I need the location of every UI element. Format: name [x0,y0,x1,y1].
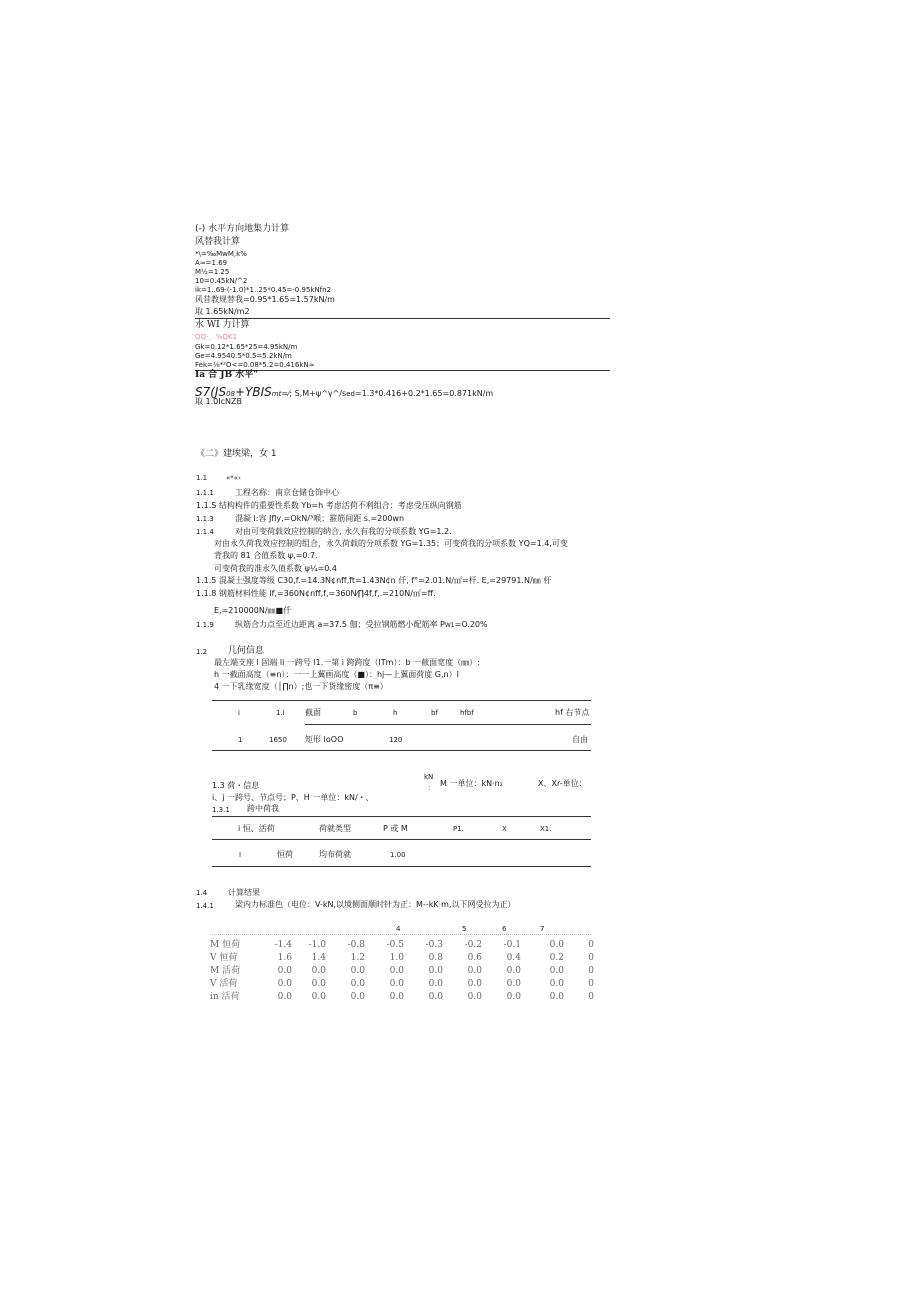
formula-part-4: =⁄; S,M+ψ^γ^/s [281,389,347,398]
x-unit: X、Xr-单位： [538,779,587,788]
results-row-label: M 恒荷 [210,940,241,950]
results-cell: 0.4 [506,953,521,963]
results-row-label: in 活荷 [210,992,240,1002]
para-1: 对由永久荷我效应控制的组合，永久荷载的分项系数 YG=1.35；可变荷我的分项系数 YQ=1.4,可变 [214,539,568,548]
results-cell: 0.0 [277,979,292,989]
formula-sub-3: ed [346,390,355,398]
item-114-text: 对由可变荷载效应控制的纳合, 永久有我的分项系数 YG=1.2. [235,527,452,536]
geometry-table-top-rule [212,700,591,701]
wind-heading: 风替我计算 [195,237,241,247]
results-cell: 0.0 [506,966,521,976]
results-cell: -0.1 [503,940,521,950]
para-2: 背我的 81 合值系数 ψ,=0.7. [214,551,318,560]
results-cell: -1.0 [308,940,326,950]
geometry-desc-3: 4 一下乳缘宽度（│∏n）;也一下货缘密度（π≡） [214,682,388,691]
results-cell: 0 [588,979,594,989]
para-3: 可变荷我的准永久值系数 ψ¼=0.4 [214,564,337,573]
res-h-5: 5 [462,925,467,933]
results-cell: -0.8 [347,940,365,950]
section-a-title: (-) 水平方向地集力计算 [195,224,290,234]
results-cell: 0.0 [549,940,564,950]
water-line-2: Ge=4.9540.5*0.5=5.2kN/m [195,352,292,360]
item-114-num: 1.1.4 [196,528,214,536]
results-row [0,979,920,992]
results-cell: 0 [588,953,594,963]
wind-line-1: *\=‰MwM,k% [195,250,247,258]
load-h-kind: 荷就类型 [319,824,351,833]
geometry-table-bottom-rule [212,750,591,751]
item-11s [196,501,462,511]
geometry-num: 1.2 [196,648,208,656]
results-cell: -1.4 [274,940,292,950]
results-row [0,953,920,966]
es-value: E,=210000N/㎜■仟 [214,606,292,615]
results-cell: 0 [588,966,594,976]
formula-result: =1.3*0.416+0.2*1.65=0.871kN/m [354,389,494,398]
results-title: 计算结果 [228,888,260,897]
item-11s-text: 结构构件的重要性系数 Yb=h 考虑活荷不利组合：考虑受压纵向钢筋 [218,501,462,510]
load-h-type: i 恒、活荷 [238,824,275,833]
results-cell: -0.2 [464,940,482,950]
item-119-main: 纵筋合力点至近边距离 a=37.5 伽；受拉钢筋燃小配筋率 P [235,620,445,629]
geo-r-h: 120 [389,736,403,744]
results-cell: 0.6 [467,953,482,963]
item-119-tail: =O.20% [454,620,488,629]
formula-part-2: +YBI [235,385,265,399]
load-h-pm: P 或 M [383,824,408,833]
wind-line-5: ik=1..69·(-1.0)*1..25*0.45=-0.95kNfn2 [195,286,332,294]
results-row-label: M 活荷 [210,966,241,976]
geo-r-li: 1650 [269,736,287,744]
section-b-title: 《二》建埃梁，女 1 [196,449,277,459]
wind-design: 风昔教规替我=0.95*1.65=1.57kN/m [195,295,335,304]
wind-line-4: 10=0.45kN/^2 [195,277,248,285]
formula-part-3: S [264,385,272,399]
s11-text: «*«‹ [226,474,241,482]
loads-table-header-rule [212,839,591,840]
results-row [0,992,920,1005]
loads-sub-num: 1.3.1 [212,806,230,814]
geo-h-section: 截面 [305,708,321,717]
results-cell: 0.0 [428,966,443,976]
geometry-table-header-rule [305,724,591,725]
item-119-num: 1.1.9 [196,621,214,629]
results-cell: 0 [588,992,594,1002]
geo-h-li: 1.i [276,709,285,717]
results-cell: 1.6 [277,953,292,963]
results-cell: 0.0 [350,992,365,1002]
results-cell: 0.0 [277,966,292,976]
geo-h-hf-node: hf 右节点 [555,708,590,717]
results-cell: 0.0 [506,979,521,989]
loads-sub-title: 跨中荷我 [247,804,279,813]
water-heading: 水 WI 力计算 [195,320,250,330]
results-cell: 0.0 [350,966,365,976]
results-sub-num: 1.4.1 [196,902,214,910]
results-row [0,966,920,979]
geometry-desc-2: h 一截面高度（≡n）；一一上翼画高度（■）：hj—上翼面荷度 G,n）I [214,670,459,679]
item-119-sub: W1 [444,622,455,629]
load-r-type: 恒荷 [277,850,293,859]
results-cell: -0.3 [425,940,443,950]
take-1: 取 1.65kN/m2 [195,307,250,316]
results-cell: 0.0 [389,966,404,976]
water-line-3: Fek=⅛*²O<=0.08*5.2=0.416kN≈ [195,361,315,369]
res-h-4: 4 [396,925,401,933]
results-cell: 0.0 [311,966,326,976]
combo-heading: Ia 合 JB 水平" [195,370,258,380]
results-cell: 0.0 [428,979,443,989]
formula-sub-2: mt [271,390,282,398]
results-cell: 0.2 [549,953,564,963]
geo-h-i: i [238,709,240,717]
results-sub-title: 梁内力标准色（电位：V-kN,以境侧面顺时针为正：M--kK·m,以下网受拉为正） [235,900,516,909]
results-cell: 0.0 [549,992,564,1002]
results-cell: 0.0 [467,966,482,976]
water-line-1: Gk=0.12*1.65*25=4.95kN/m [195,343,298,351]
geo-h-hfbf: hfbf [460,709,474,717]
results-cell: 1.0 [389,953,404,963]
divider-1 [195,318,610,319]
item-111-num: 1.1.1 [196,489,214,497]
results-cell: 0.0 [506,992,521,1002]
load-h-x1: X1. [540,825,552,833]
take-2: 取 1.0IcNZB [195,397,242,406]
results-cell: 1.2 [350,953,365,963]
results-cell: 0.0 [467,979,482,989]
results-cell: 0.0 [389,979,404,989]
loads-title: 1.3 荷・信息 [212,781,260,790]
res-h-7: 7 [540,925,545,933]
load-r-i: I [239,851,242,859]
geo-h-bf: bf [431,709,438,717]
results-cell: 0.0 [311,979,326,989]
geo-r-section: 矩形 IoOO [305,735,344,744]
results-cell: 0 [588,940,594,950]
item-11s-num: 1.1.S [196,501,217,510]
results-row-label: V 恒荷 [210,953,238,963]
wind-line-2: A≈=1.69 [195,259,228,267]
item-113-text: 混凝 l:容 Jfly,=OkN/³喉；箍筋间距 s.=200wn [235,514,405,523]
load-h-x: X [502,825,507,833]
load-h-p1: P1. [453,825,464,833]
results-cell: 0.0 [549,979,564,989]
res-h-6: 6 [502,925,507,933]
item-111-text: 工程名称：南京仓储仓饰中心 [235,488,339,497]
load-r-kind: 均布荷就 [319,850,351,859]
results-cell: 0.0 [389,992,404,1002]
wind-line-3: M½=1.25 [195,268,230,276]
results-cell: 1.4 [311,953,326,963]
results-header-rule [212,934,591,935]
geometry-desc-1: 最左端支座 l 固端 li 一跨号 l1.一第 i 跨跨度（lTm）：b 一截面宽度（㎜）: [214,658,480,667]
loads-line-2: i、j 一跨号、节点号；P、H 一单位：kN/・、 [212,793,374,802]
loads-table-bottom-rule [212,866,591,867]
kn-top: kN [424,773,434,781]
item-118: 1.1.8 钢筋材料性能 lf,=360N¢nff,f,=360N⁄∏4f,f,.=210N/㎡=ff. [196,589,436,598]
results-cell: 0.0 [277,992,292,1002]
results-cell: -0.5 [386,940,404,950]
geo-h-b: b [353,709,358,717]
results-cell: 0.0 [350,979,365,989]
geo-h-h: h [393,709,398,717]
loads-table-top-rule [212,816,591,817]
load-r-pm: 1.00 [390,851,406,859]
results-cell: 0.0 [549,966,564,976]
results-cell: 0.8 [428,953,443,963]
pink-line: QQ-，%QK1 [195,333,237,341]
formula-part-1: S7(JS [195,385,227,399]
results-cell: 0.0 [467,992,482,1002]
geo-r-node: 自由 [572,735,588,744]
results-row [0,940,920,953]
results-cell: 0.0 [311,992,326,1002]
item-115: 1.1.5 混凝土强度等级 C30,f.=14.3N¢nff,ft=1.43N¢n 仟, f°=2.01.N/㎡=杆. E,=29791.N/㎜ 杆 [196,576,552,585]
item-119-text [235,620,488,630]
formula-sub-1: 08 [226,390,236,398]
geometry-title: 几何信息 [228,646,265,656]
geo-r-i: 1 [238,736,243,744]
m-unit: M 一单位：kN·n₂ [440,779,503,788]
results-num: 1.4 [196,889,208,897]
kn-bot: : [428,784,431,792]
results-cell: 0.0 [428,992,443,1002]
results-row-label: V 活荷 [210,979,238,989]
s11-num: 1.1 [196,474,208,482]
item-113-num: 1.1.3 [196,515,214,523]
